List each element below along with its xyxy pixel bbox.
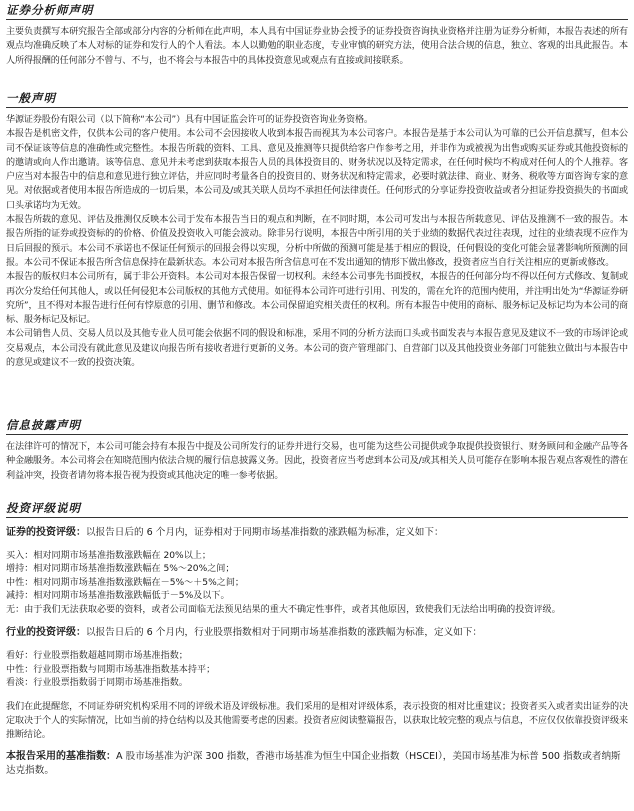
rating-note: 我们在此提醒您，不同证券研究机构采用不同的评级术语及评级标准。我们采用的是相对评级体系，表示投资的相对比重建议；投资者买入或者卖出证券的决定取决于个人的实际情况，比如当前的持仓结构以及其他需要考虑的因素。投资者应阅读整篇报告，以获取比较完整的观点与信息，不应仅仅依靠投资评级来推断结论。	[6, 701, 628, 741]
benchmark-statement	[6, 750, 628, 779]
disclosure-text: 在法律许可的情况下，本公司可能会持有本报告中提及公司所发行的证券并进行交易，也可能为这些公司提供或争取提供投资银行、财务顾问和金融产品等各种金融服务。本公司将会在知晓范围内依法合规的履行信息披露义务。因此，投资者应当考虑到本公司及/或其相关人员可能存在影响本报告观点客观性的潜在利益冲突，投资者请勿将本报告视为投资或其他决定的唯一参考依据。	[6, 442, 628, 481]
general-paragraph: 本报告所载的意见、评估及推测仅反映本公司于发布本报告当日的观点和判断，在不同时期，本公司可发出与本报告所载意见、评估及推测不一致的报告。本报告所指的证券或投资标的的价格、价值及投资收入可能会波动。除非另行说明，本报告中所引用的关于业绩的数据代表过往表现，过往的业绩表现不应作为日后回报的预示。本公司不承诺也不保证任何预示的回报会得以实现，分析中所做的预测可能是基于相应的假设，任何假设的变化可能会显著影响所预测的回报。本公司不保证本报告所含信息保持在最新状态。本公司对本报告所含信息可在不发出通知的情形下做出修改，投资者应当自行关注相应的更新或修改。	[6, 215, 628, 268]
list-item: 看淡：行业股票指数弱于同期市场基准指数。	[6, 678, 188, 689]
list-item: 看好：行业股票指数超越同期市场基准指数；	[6, 650, 188, 661]
section-heading-analyst: 证券分析师声明	[6, 2, 628, 20]
general-statement-section	[6, 90, 628, 370]
stock-rating-label: 证券的投资评级：	[6, 527, 86, 538]
industry-rating-label: 行业的投资评级：	[6, 627, 86, 639]
general-paragraph: 本公司销售人员、交易人员以及其他专业人员可能会依据不同的假设和标准，采用不同的分析方法而口头或书面发表与本报告意见及建议不一致的市场评论或交易观点，本公司没有就此意见及建议向报告所有接收者进行更新的义务。本公司的资产管理部门、自营部门以及其他投资业务部门可能独立做出与本报告中的意见或建议不一致的投资决策。	[6, 329, 628, 369]
list-item: 增持：相对同期市场基准指数涨跌幅在 5%～20%之间；	[6, 564, 235, 575]
industry-rating-desc: 以报告日后的 6 个月内，行业股票指数相对于同期市场基准指数的涨跌幅为标准，定义如下：	[86, 627, 482, 639]
list-item: 中性：行业股票指数与同期市场基准指数基本持平；	[6, 664, 216, 675]
disclosure-section	[6, 417, 628, 483]
list-item: 无：由于我们无法获取必要的资料，或者公司面临无法预见结果的重大不确定性事件，或者其他原因，致使我们无法给出明确的投资评级。	[6, 604, 561, 615]
industry-rating-list	[6, 650, 628, 691]
stock-rating-desc: 以报告日后的 6 个月内，证券相对于同期市场基准指数的涨跌幅为标准，定义如下：	[86, 527, 444, 538]
stock-rating-list	[6, 550, 628, 618]
list-item: 买入：相对同期市场基准指数涨跌幅在 20%以上；	[6, 550, 211, 561]
analyst-statement-section	[6, 2, 628, 68]
general-paragraph: 本报告是机密文件，仅供本公司的客户使用。本公司不会因接收人收到本报告而视其为本公司客户。本报告是基于本公司认为可靠的已公开信息撰写，但本公司不保证该等信息的准确性或完整性。本报告所载的资料、工具、意见及推测等只提供给客户作参考之用，并非作为或被视为出售或购买证券或其他投资标的的邀请或向人作出邀请。该等信息、意见并未考虑到获取本报告人员的具体投资目的、财务状况以及特定需求，在任何时候均不构成对任何人的个人推荐。客户应当对本报告中的信息和意见进行独立评估，并应同时考量各自的投资目的、财务状况和特定需求，必要时就法律、商业、财务、税收等方面咨询专家的意见。对依据或者使用本报告所造成的一切后果，本公司及/或其关联人员均不承担任何法律责任。任何形式的分享证券投资收益或者分担证券投资损失的书面或口头承诺均为无效。	[6, 129, 628, 211]
section-heading-disclosure: 信息披露声明	[6, 417, 628, 435]
general-paragraph: 本报告的版权归本公司所有，属于非公开资料。本公司对本报告保留一切权利。未经本公司事先书面授权，本报告的任何部分均不得以任何方式修改、复制或再次分发给任何其他人，或以任何侵犯本公司版权的其他方式使用。如征得本公司许可进行引用、刊发的，需在允许的范围内使用，并注明出处为“华源证券研究所”，且不得对本报告进行任何有悖原意的引用、删节和修改。本公司保留追究相关责任的权利。所有本报告中使用的商标、服务标记及标记均为本公司的商标、服务标记及标记。	[6, 272, 628, 326]
industry-rating-definition	[6, 626, 628, 641]
section-heading-rating: 投资评级说明	[6, 500, 628, 518]
list-item: 减持：相对同期市场基准指数涨跌幅低于－5%及以下。	[6, 591, 230, 602]
analyst-statement-text: 主要负责撰写本研究报告全部或部分内容的分析师在此声明，本人具有中国证券业协会授予的证券投资咨询执业资格并注册为证券分析师，本报告表述的所有观点均准确反映了本人对标的证券和发行人的个人看法。本人以勤勉的职业态度，专业审慎的研究方法，使用合法合规的信息，独立、客观的出具此报告。本人所得报酬的任何部分不曾与、不与，也不将会与本报告中的具体投资意见或观点有直接或间接联系。	[6, 27, 628, 66]
rating-section	[6, 500, 628, 779]
stock-rating-definition	[6, 526, 628, 541]
benchmark-label: 本报告采用的基准指数：	[6, 750, 116, 762]
general-paragraph: 华源证券股份有限公司（以下简称“本公司”）具有中国证监会许可的证券投资咨询业务资格。	[6, 115, 373, 125]
benchmark-text: A 股市场基准为沪深 300 指数，香港市场基准为恒生中国企业指数（HSCEI），美国市场基准为标普 500 指数或者纳斯达克指数。	[6, 750, 621, 777]
list-item: 中性：相对同期市场基准指数涨跌幅在－5%～＋5%之间；	[6, 577, 245, 588]
section-heading-general: 一般声明	[6, 90, 628, 108]
